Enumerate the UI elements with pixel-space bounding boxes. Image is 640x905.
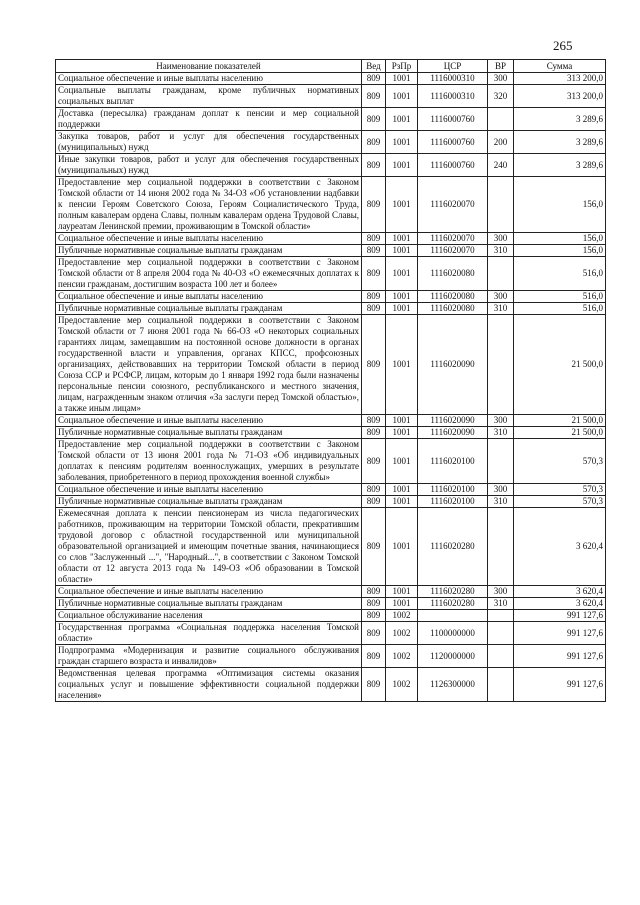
row-name: Публичные нормативные социальные выплаты гражданам (56, 427, 362, 439)
row-ved: 809 (362, 668, 386, 702)
row-sum: 570,3 (514, 496, 606, 508)
row-sum: 991 127,6 (514, 610, 606, 622)
table-row (56, 108, 606, 131)
row-name: Предоставление мер социальной поддержки в соответствии с Законом Томской области от 14 июня 2002 года № 34-ОЗ «Об установлении надбавки к пенсии Героям Советского Союза, Героям Социалистического Труда, полным кавалерам ордена Славы, полным кавалерам ордена Трудовой Славы, лауреатам Ленинской премии, проживающим в Томской области» (56, 177, 362, 233)
row-csr: 1116000760 (418, 131, 488, 154)
header-csr: ЦСР (418, 60, 488, 73)
header-vr: ВР (488, 60, 514, 73)
table-row (56, 415, 606, 427)
row-vr (488, 257, 514, 291)
row-ved: 809 (362, 645, 386, 668)
row-sum: 156,0 (514, 233, 606, 245)
row-vr: 320 (488, 85, 514, 108)
row-csr: 1116000760 (418, 154, 488, 177)
row-name: Публичные нормативные социальные выплаты гражданам (56, 245, 362, 257)
table-row (56, 645, 606, 668)
row-csr: 1126300000 (418, 668, 488, 702)
row-name: Государственная программа «Социальная поддержка населения Томской области» (56, 622, 362, 645)
row-sum: 991 127,6 (514, 622, 606, 645)
row-rzpr: 1001 (386, 73, 418, 85)
row-name: Иные закупки товаров, работ и услуг для обеспечения государственных (муниципальных) нужд (56, 154, 362, 177)
row-vr (488, 108, 514, 131)
row-vr (488, 622, 514, 645)
row-sum: 21 500,0 (514, 315, 606, 415)
row-sum: 516,0 (514, 303, 606, 315)
row-sum: 516,0 (514, 291, 606, 303)
row-name: Доставка (пересылка) гражданам доплат к пенсии и мер социальной поддержки (56, 108, 362, 131)
row-ved: 809 (362, 233, 386, 245)
table-row (56, 245, 606, 257)
row-csr: 1120000000 (418, 645, 488, 668)
row-vr: 310 (488, 427, 514, 439)
row-csr: 1116020080 (418, 257, 488, 291)
row-csr: 1116020100 (418, 439, 488, 484)
row-sum: 991 127,6 (514, 645, 606, 668)
row-name: Социальное обеспечение и иные выплаты населению (56, 291, 362, 303)
row-csr: 1100000000 (418, 622, 488, 645)
row-name: Публичные нормативные социальные выплаты гражданам (56, 598, 362, 610)
row-ved: 809 (362, 598, 386, 610)
row-vr (488, 508, 514, 586)
row-vr: 300 (488, 73, 514, 85)
row-csr: 1116000310 (418, 85, 488, 108)
row-name: Публичные нормативные социальные выплаты гражданам (56, 496, 362, 508)
row-ved: 809 (362, 257, 386, 291)
row-ved: 809 (362, 108, 386, 131)
row-csr: 1116020090 (418, 427, 488, 439)
row-ved: 809 (362, 177, 386, 233)
row-ved: 809 (362, 245, 386, 257)
page-number: 265 (553, 38, 573, 53)
row-vr: 310 (488, 245, 514, 257)
row-vr: 300 (488, 415, 514, 427)
header-ved: Вед (362, 60, 386, 73)
table-row (56, 303, 606, 315)
row-name: Социальное обеспечение и иные выплаты населению (56, 586, 362, 598)
row-name: Предоставление мер социальной поддержки в соответствии с Законом Томской области от 8 апреля 2004 года № 40-ОЗ «О ежемесячных доплатах к пенсии гражданам, достигшим возраста 100 лет и более» (56, 257, 362, 291)
row-csr: 1116020100 (418, 484, 488, 496)
table-row (56, 315, 606, 415)
row-sum: 3 289,6 (514, 108, 606, 131)
row-sum: 3 620,4 (514, 598, 606, 610)
row-sum: 21 500,0 (514, 415, 606, 427)
row-csr: 1116020090 (418, 415, 488, 427)
row-csr: 1116020280 (418, 586, 488, 598)
table-row (56, 73, 606, 85)
row-ved: 809 (362, 73, 386, 85)
row-ved: 809 (362, 291, 386, 303)
table-row (56, 177, 606, 233)
row-rzpr: 1001 (386, 85, 418, 108)
row-sum: 3 620,4 (514, 586, 606, 598)
table-row (56, 427, 606, 439)
row-vr: 310 (488, 598, 514, 610)
row-vr: 300 (488, 291, 514, 303)
table-row (56, 622, 606, 645)
row-rzpr: 1002 (386, 645, 418, 668)
row-rzpr: 1001 (386, 108, 418, 131)
row-ved: 809 (362, 496, 386, 508)
row-vr: 240 (488, 154, 514, 177)
row-vr (488, 177, 514, 233)
row-rzpr: 1001 (386, 598, 418, 610)
row-sum: 21 500,0 (514, 427, 606, 439)
row-rzpr: 1001 (386, 303, 418, 315)
row-rzpr: 1001 (386, 439, 418, 484)
table-row (56, 610, 606, 622)
row-sum: 313 200,0 (514, 73, 606, 85)
table-row (56, 131, 606, 154)
row-ved: 809 (362, 85, 386, 108)
row-sum: 156,0 (514, 177, 606, 233)
row-ved: 809 (362, 303, 386, 315)
row-rzpr: 1001 (386, 177, 418, 233)
budget-table (55, 59, 606, 702)
row-rzpr: 1001 (386, 427, 418, 439)
table-row (56, 85, 606, 108)
row-ved: 809 (362, 622, 386, 645)
row-vr: 300 (488, 484, 514, 496)
row-sum: 3 620,4 (514, 508, 606, 586)
row-vr: 310 (488, 303, 514, 315)
row-sum: 570,3 (514, 439, 606, 484)
table-row (56, 484, 606, 496)
table-row (56, 291, 606, 303)
row-ved: 809 (362, 484, 386, 496)
row-csr: 1116020100 (418, 496, 488, 508)
header-sum: Сумма (514, 60, 606, 73)
row-vr: 310 (488, 496, 514, 508)
row-name: Ежемесячная доплата к пенсии пенсионерам из числа педагогических работников, проживающим на территории Томской области, прекратившим трудовой договор с областной государственной или муниципальной образовательной организацией и имеющим почетные звания, начинающиеся со слов "Заслуженный ...", "Народный...", в соответствии с Законом Томской области от 12 августа 2013 года № 149-ОЗ «Об образовании в Томской области» (56, 508, 362, 586)
row-name: Социальное обеспечение и иные выплаты населению (56, 415, 362, 427)
row-sum: 3 289,6 (514, 154, 606, 177)
row-name: Предоставление мер социальной поддержки в соответствии с Законом Томской области от 13 июня 2001 года № 71-ОЗ «Об индивидуальных доплатах к пенсиям родителям военнослужащих, умерших в результате заболевания, приобретенного в период прохождения военной службы» (56, 439, 362, 484)
row-ved: 809 (362, 415, 386, 427)
row-rzpr: 1001 (386, 131, 418, 154)
row-csr: 1116020280 (418, 598, 488, 610)
row-vr (488, 668, 514, 702)
row-rzpr: 1001 (386, 586, 418, 598)
row-vr (488, 610, 514, 622)
row-rzpr: 1001 (386, 315, 418, 415)
header-rzpr: РзПр (386, 60, 418, 73)
row-sum: 313 200,0 (514, 85, 606, 108)
row-csr: 1116020070 (418, 245, 488, 257)
row-vr: 300 (488, 233, 514, 245)
table-row (56, 496, 606, 508)
row-rzpr: 1002 (386, 668, 418, 702)
table-row (56, 257, 606, 291)
table-row (56, 586, 606, 598)
row-rzpr: 1001 (386, 154, 418, 177)
row-vr (488, 439, 514, 484)
row-name: Социальное обеспечение и иные выплаты населению (56, 484, 362, 496)
row-rzpr: 1001 (386, 508, 418, 586)
row-csr: 1116020280 (418, 508, 488, 586)
row-ved: 809 (362, 154, 386, 177)
table-header-row (56, 60, 606, 73)
row-vr: 200 (488, 131, 514, 154)
table-row (56, 439, 606, 484)
row-csr: 1116020070 (418, 177, 488, 233)
row-name: Предоставление мер социальной поддержки в соответствии с Законом Томской области от 7 июня 2001 года № 66-ОЗ «О некоторых социальных гарантиях лицам, замещавшим на постоянной основе должности в органах государственной власти и управления, органах КПСС, профсоюзных организациях, действовавших на территории Томской области в период Союза ССР и РСФСР, лицам, которым до 1 января 1992 года были назначены персональные пенсии союзного, республиканского и местного значения, лицам, награжденным знаком отличия «За заслуги перед Томской областью», а также иным лицам» (56, 315, 362, 415)
row-rzpr: 1001 (386, 257, 418, 291)
row-vr (488, 315, 514, 415)
row-csr: 1116020070 (418, 233, 488, 245)
row-rzpr: 1001 (386, 291, 418, 303)
table-row (56, 154, 606, 177)
row-name: Публичные нормативные социальные выплаты гражданам (56, 303, 362, 315)
row-name: Подпрограмма «Модернизация и развитие социального обслуживания граждан старшего возраста и инвалидов» (56, 645, 362, 668)
row-name: Социальные выплаты гражданам, кроме публичных нормативных социальных выплат (56, 85, 362, 108)
row-ved: 809 (362, 508, 386, 586)
row-sum: 3 289,6 (514, 131, 606, 154)
row-sum: 156,0 (514, 245, 606, 257)
row-csr: 1116020080 (418, 291, 488, 303)
row-ved: 809 (362, 586, 386, 598)
row-rzpr: 1001 (386, 484, 418, 496)
row-name: Ведомственная целевая программа «Оптимизация системы оказания социальных услуг и повышение эффективности социальной поддержки населения» (56, 668, 362, 702)
row-rzpr: 1002 (386, 610, 418, 622)
row-csr (418, 610, 488, 622)
row-sum: 516,0 (514, 257, 606, 291)
table-row (56, 508, 606, 586)
row-rzpr: 1001 (386, 233, 418, 245)
table-row (56, 233, 606, 245)
row-ved: 809 (362, 131, 386, 154)
row-ved: 809 (362, 315, 386, 415)
row-sum: 991 127,6 (514, 668, 606, 702)
row-name: Социальное обслуживание населения (56, 610, 362, 622)
row-name: Закупка товаров, работ и услуг для обеспечения государственных (муниципальных) нужд (56, 131, 362, 154)
row-ved: 809 (362, 610, 386, 622)
row-rzpr: 1001 (386, 245, 418, 257)
row-vr (488, 645, 514, 668)
row-rzpr: 1001 (386, 415, 418, 427)
row-csr: 1116020090 (418, 315, 488, 415)
row-csr: 1116000760 (418, 108, 488, 131)
row-vr: 300 (488, 586, 514, 598)
row-name: Социальное обеспечение и иные выплаты населению (56, 233, 362, 245)
header-name: Наименование показателей (56, 60, 362, 73)
row-ved: 809 (362, 427, 386, 439)
row-csr: 1116020080 (418, 303, 488, 315)
row-rzpr: 1002 (386, 622, 418, 645)
table-row (56, 598, 606, 610)
row-csr: 1116000310 (418, 73, 488, 85)
row-name: Социальное обеспечение и иные выплаты населению (56, 73, 362, 85)
table-row (56, 668, 606, 702)
row-rzpr: 1001 (386, 496, 418, 508)
row-sum: 570,3 (514, 484, 606, 496)
row-ved: 809 (362, 439, 386, 484)
